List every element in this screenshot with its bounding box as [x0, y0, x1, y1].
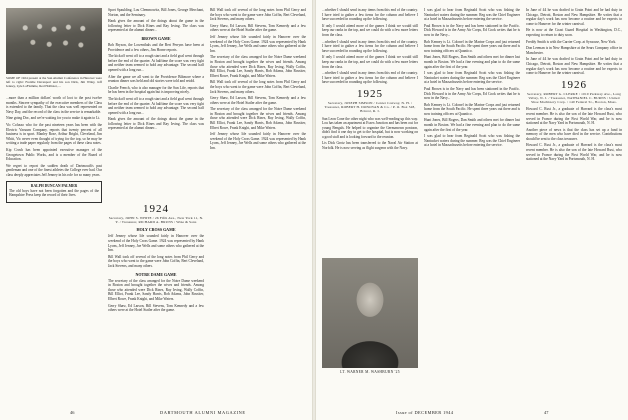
group-photo — [6, 8, 102, 74]
article-text: The kickoff went off to a rough start and a field goal went through before the end of the quarter. At halftime the score was very tight and neither team seemed to hold any advantage. The second half opened with a long run... — [108, 54, 204, 72]
obituary-title: RALPH DUNCAN PALMER — [30, 183, 78, 188]
issue-date: Issue of DECEMBER 1944 — [396, 410, 454, 415]
article-text: I was glad to hear from Reginald Scott who was fishing the Nantucket waters during the summer. Reg was the Chief Engineer at a hotel in Massachusetts before entering the service. — [424, 134, 520, 148]
class-year-1924: 1924 — [143, 203, 169, 215]
article-text: The secretary of the class arranged for the Notre Dame weekend in Boston and brought together the wives and friends. Among those who attended were Dick Rines, Ray Irving, Wally Coffin, Bill Elliot, Frank Lee, Sandy Harris, Bob Adams, John Rossiter, Elbert Rowe, Frank Knight, and Mike Waters. — [108, 278, 204, 301]
article-text: Bill Wall took off several of the long notes from Phil Gerry and the boys who went to the game were John Coffin, Bert Cleveland, Jack Stevens, and many others. — [210, 80, 306, 94]
section-heading: NOTRE DAME GAME — [135, 271, 177, 277]
section-heading: HOLY CROSS GAME — [136, 227, 176, 233]
article-text: He is now at the Coast Guard Hospital in Washington, D.C., expecting to return to duty soon. — [526, 28, 622, 37]
left-column-2 — [108, 8, 204, 133]
right-column-1 — [322, 8, 418, 153]
section-heading: BROWN GAME — [141, 35, 171, 41]
portrait-photo — [322, 258, 418, 368]
class-year-1925: 1925 — [357, 87, 383, 100]
article-text: Jeff Jenney whose life sounded fairly in Hanover over the weekend of the Holy Cross Game. 1924 was represented by Hank Lyons, Jeff Jenney, Joe Wells and some others who gathered at the Inn. — [210, 34, 306, 53]
article-text: Hank gives the amount of the doings about the game in the following letter to Dick Rines and Ray Irving. The class was represented at the alumni dinner... — [108, 19, 204, 33]
magazine-name: DARTMOUTH ALUMNI MAGAZINE — [160, 410, 246, 415]
left-column-1 — [6, 96, 102, 206]
class-year-1926: 1926 — [561, 78, 587, 91]
right-page — [316, 0, 628, 420]
class-secretary: Secretary, JOHN S. WHITE / 26 Fifth Ave., New York 11, N. Y. / Treasurer, RICHARD A. BRUNS / Wine & Sons — [108, 216, 204, 225]
article-text: Bill Wall took off several of the long notes from Phil Gerry and the boys who went to the game were John Coffin, Bert Cleveland, Jack Stevens, and many others. — [210, 8, 306, 22]
article-text: We regret to report the sudden death of Dartmouth's past gentleman and one of the finest athletes the College ever had. Our class deeply appreciates Jeff Jenney in his role for so many years. — [6, 163, 102, 177]
article-text: Gerry Shaw, Ed Larson, Bill Stevens, Tom Kennedy and a few others were at the Hotel Statler after the game. — [210, 96, 306, 105]
article-text: In June of 44 he was drafted to Grain Point and he had duty in Chicago, Detroit, Boston and New Hampshire. He writes that a regular day's work has now become a routine and he expects to come to Hanover for the winter carnival. — [526, 57, 622, 76]
article-text: Howard C. Rust Jr., a graduate of Harvard is the class's most recent member. He is also the son of the late Howard Rust, who served in France during the First World War, and he is now stationed at the Navy Yard in Portsmouth, N. H. — [526, 143, 622, 162]
article-text: Bob Kenney is Lt. Colonel in the Marine Corps and just returned home from the South Pacific. He spent three years out there and is now training officers at Quantico. — [424, 102, 520, 116]
page-number: 47 — [544, 410, 549, 415]
article-text: If only I would attend more of the games I think we would still keep our ranks in the top, and we could do with a few more letters from the class. — [322, 55, 418, 69]
article-text: The secretary of the class arranged for the Notre Dame weekend in Boston and brought together the wives and friends. Among those who attended were Dick Rines, Ray Irving, Wally Coffin, Bill Elliot, Frank Lee, Sandy Harris, Bob Adams, John Rossiter, Elbert Rowe, Frank Knight, and Mike Waters. — [210, 55, 306, 78]
article-text: After the game we all went to the Providence Biltmore where a reunion dinner was held and old stories were told and retold. — [108, 74, 204, 84]
article-text: I was glad to hear from Reginald Scott who was fishing the Nantucket waters during the summer. Reg was the Chief Engineer at a hotel in Massachusetts before entering the service. — [424, 71, 520, 85]
article-text: Paul Brown is in the Navy and has been stationed in the Pacific. Dick Howard is in the Army Air Corps, Ed Cook writes that he is now in the Navy... — [424, 23, 520, 37]
article-text: San Leon Cone the other night who was well-reading up this way. Lou has taken an apartment at Essex Junction and has been out for young Bengals. He helped to organize the Germanown pontoon, didn't find it one day to get to the hospital, but is now working on a good staff and is looking forward to the reunion. — [322, 116, 418, 139]
left-page — [0, 0, 313, 420]
article-text: ...whether I should send in any items from this end of the country. I have tried to gather a few items for the column and believe I have succeeded in rounding up the following. — [322, 39, 418, 53]
article-text: Hunt Jones, Bill Rogers, Dan Smith and others met for dinner last month in Boston. We had a fine evening and plan to do the same again after the first of the year. — [424, 55, 520, 69]
article-text: Jeff Jenney whose life sounded fairly in Hanover over the weekend of the Holy Cross Game. 1924 was represented by Hank Lyons, Jeff Jenney, Joe Wells and some others who gathered at the Inn. — [108, 234, 204, 253]
article-text: Howard C. Rust Jr., a graduate of Harvard is the class's most recent member. He is also the son of the late Howard Rust, who served in France during the First World War, and he is now stationed at the Navy Yard in Portsmouth, N. H. — [526, 107, 622, 126]
article-text: Bob Kenney is Lt. Colonel in the Marine Corps and just returned home from the South Pacific. He spent three years out there and is now training officers at Quantico. — [424, 39, 520, 53]
article-text: Freddy Smith is with the Carrier Corp. at Syracuse, New York. — [526, 39, 617, 44]
article-text: Nine going Doc, and we're waiting for you to make it again to Lt. — [6, 116, 101, 121]
article-text: Bill Wall took off several of the long notes from Phil Gerry and the boys who went to the game were John Coffin, Bert Cleveland, Jack Stevens, and many others. — [108, 254, 204, 268]
obituary-text: The old boys have not been forgotten and the pages of the Hampshire Press keep the record of their lives. — [9, 188, 99, 198]
article-text: Vic Colusso who for the past nineteen years has been with the Electric Vacuum Company, reports that twenty percent of all business is in sport. Manley Rose, Arthur Bright, Cleveland, Jim Whitt, Vic never even thought of trying for the top, so he may be writing a trade paper regularly from the pages of these class notes. — [6, 122, 102, 146]
article-text: In June of 44 he was drafted to Grain Point and he had duty in Chicago, Detroit, Boston and New Hampshire. He writes that a regular day's work has now become a routine and he expects to come to Hanover for the winter carnival. — [526, 8, 622, 26]
article-text: Hunt Jones, Bill Rogers, Dan Smith and others met for dinner last month in Boston. We had a fine evening and plan to do the same again after the first of the year. — [424, 118, 520, 132]
article-text: The secretary of the class arranged for the Notre Dame weekend in Boston and brought together the wives and friends. Among those who attended were Dick Rines, Ray Irving, Wally Coffin, Bill Elliot, Frank Lee, Sandy Harris, Bob Adams, John Rossiter, Elbert Rowe, Frank Knight, and Mike Waters. — [210, 107, 306, 130]
article-text: Paul Brown is in the Navy and has been stationed in the Pacific. Dick Howard is in the Army Air Corps, Ed Cook writes that he is now in the Navy... — [424, 86, 520, 101]
photo-caption: LT. WARNER M. WASHBURN '25 — [340, 370, 400, 374]
right-column-2 — [424, 8, 520, 150]
class-secretary: Secretary, ROBERT G. CLERKE / 1010 Parkway Ave., Long Valley, N. J. / Treasurer, NATHANIEL C. BURNS / United Shoe Machinery Corp. / 140 Federal St., Boston, Mass. — [526, 91, 622, 105]
article-text: I was glad to hear from Reginald Scott who was fishing the Nantucket waters during the summer. Reg was the Chief Engineer at a hotel in Massachusetts before entering the service. — [424, 8, 520, 22]
article-text: Kip Crosh has been appointed executive manager of the Georgetown Public Works, and is a member of the Board of Education. — [6, 147, 102, 162]
article-text: Jeff Jenney whose life sounded fairly in Hanover over the weekend of the Holy Cross Game. 1924 was represented by Hank Lyons, Jeff Jenney, Joe Wells and some others who gathered at the Inn. — [210, 132, 306, 151]
article-text: Hank gives the amount of the doings about the game in the following letter to Dick Rines and Ray Irving. The class was represented at the alumni dinner... — [108, 117, 204, 131]
obituary-box — [6, 181, 102, 203]
article-text: If only I would attend more of the games I think we would still keep our ranks in the top, and we could do with a few more letters from the class. — [322, 23, 418, 37]
article-text: Another piece of news is that the class has set up a fund in memory of the men who have died in the service. Contributions should be sent to the class treasurer. — [526, 127, 622, 141]
article-text: ...whether I should send in any items from this end of the country. I have tried to gather a few items for the column and believe I have succeeded in rounding up the following. — [322, 71, 418, 85]
article-text: Charlie French, who is also manager for the Sun Life, reports that he has been in the hospital again but is improving nicely. — [108, 85, 204, 95]
class-secretary: Secretary, JOSEPH SIMSON / Center Conway, N. H. / Treasurer, ROBERT H. DONOVAN & Co. / P. O. Box 528, Bristol, R. I. — [324, 100, 416, 114]
article-text: ...more than a million dollars' worth of loot to the post twelve months. Sincere sympathy of the executive members of the Class is extended to the family. That the class was well represented on Navy Day, and the record of the class in the service is remarkable. — [6, 96, 102, 114]
article-text: Bob Bryson, the Lowenthals and the Bert Perryns have been at Providence and a few others, Jim Horne reports. — [108, 42, 204, 52]
article-text: Lis Dick Grotz has been transferred to the Naval Air Station at Norfolk. He is now serving as flight surgeon with the Navy. — [322, 141, 418, 151]
right-column-3 — [526, 8, 622, 164]
left-column-3 — [210, 8, 306, 153]
article-text: Don Leeman is in New Hampshire at the Sears Company office in Manchester. — [526, 46, 622, 55]
article-text: Sport Spaulding, Lou Clemmowitz, Bill Jones, George Merchant, Norton, and the Seminary. — [108, 8, 204, 17]
article-text: Gerry Shaw, Ed Larson, Bill Stevens, Tom Kennedy and a few others were at the Hotel Statler after the game. — [108, 303, 204, 313]
page-number: 46 — [70, 410, 75, 415]
article-text: Gerry Shaw, Ed Larson, Bill Stevens, Tom Kennedy and a few others were at the Hotel Statler after the game. — [210, 23, 306, 33]
class-block-1924 — [108, 200, 204, 315]
photo-caption: SOME OF 1924 present at the Sun Alumni Conference in Hanover were left to right: Freddie Davenport and his son Dick, Jim Wiley, Jeff Jenney, Lyle LaFlamme, Red Hollister, ... — [6, 76, 102, 89]
article-text: ...whether I should send in any items from this end of the country. I have tried to gather a few items for the column and believe I have succeeded in rounding up the following. — [322, 8, 418, 22]
article-text: The kickoff went off to a rough start and a field goal went through before the end of the quarter. At halftime the score was very tight and neither team seemed to hold any advantage. The second half opened with a long run... — [108, 96, 204, 115]
